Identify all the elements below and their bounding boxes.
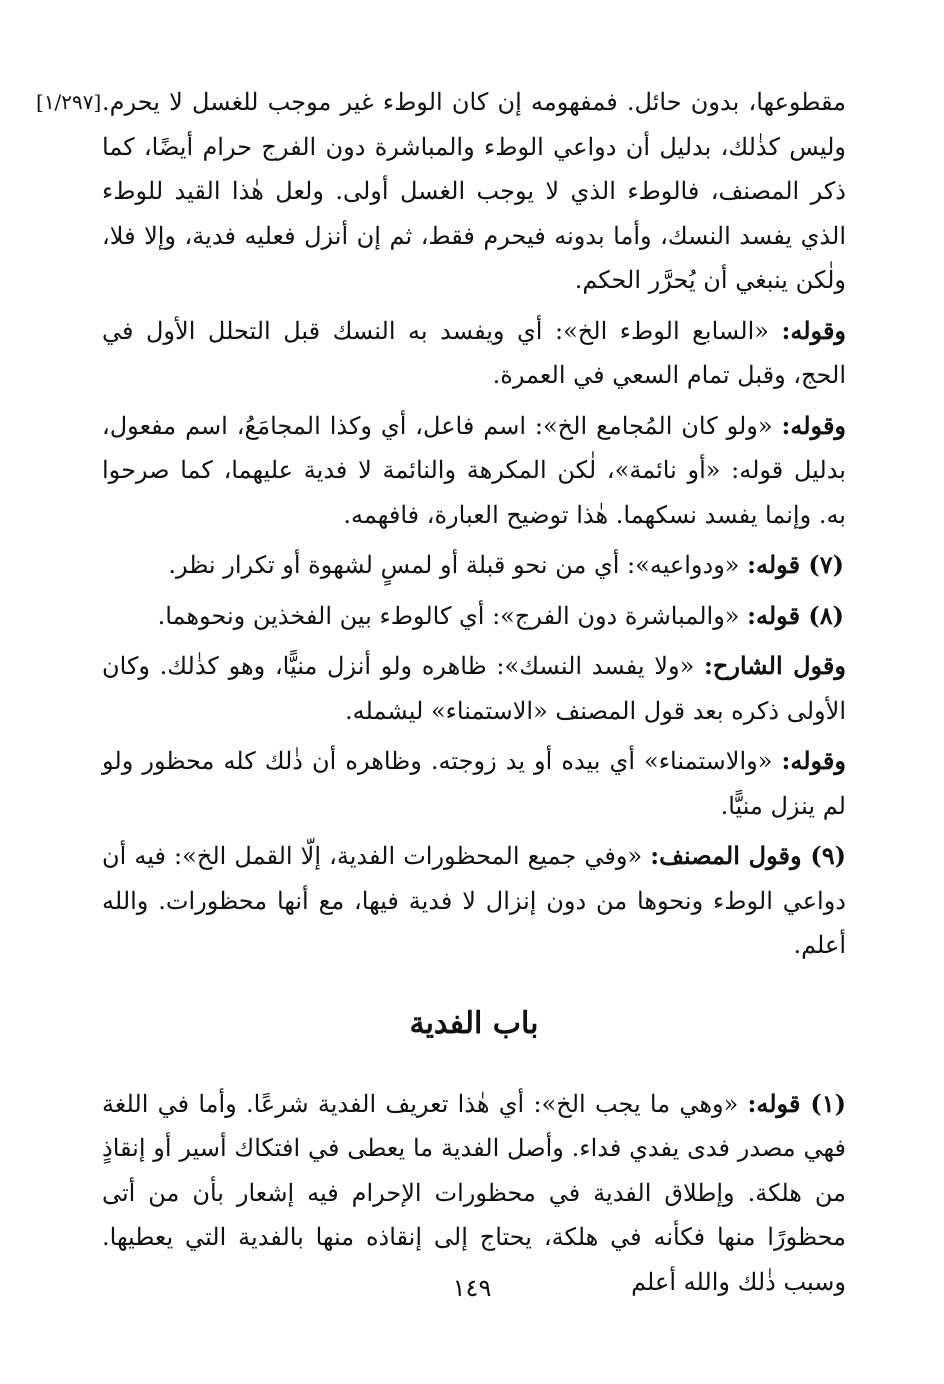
paragraph-lead: وقول الشارح: — [704, 651, 846, 680]
fidya-note-1 — [102, 1082, 846, 1305]
paragraph-text: «ولا يفسد النسك»: ظاهره ولو أنزل منيًّا، وهو كذٰلك. وكان الأولى ذكره بعد قول المصنف «الاستمناء» ليشمله. — [102, 652, 846, 725]
note-7 — [102, 543, 846, 588]
paragraph-lead: وقوله: — [781, 746, 846, 775]
section-heading: باب الفدية — [409, 1005, 539, 1041]
note-text: «وهي ما يجب الخ»: أي هٰذا تعريف الفدية شرعًا. وأما في اللغة فهي مصدر فدى يفدي فداء. وأصل الفدية ما يعطى في افتكاك أسير أو إنقاذٍ من هلكة. وإطلاق الفدية في محظورات الإحرام فيه إشعار بأن من أتى محظورًا منها فكأنه في هلكة، يحتاج إلى إنقاذه منها بالفدية التي يعطيها. وسبب ذٰلك والله أعلم — [102, 1089, 846, 1296]
page-number: ١٤٩ — [452, 1274, 492, 1302]
paragraph-lead: وقوله: — [781, 315, 847, 345]
note-lead: (٨) قوله: — [747, 600, 844, 630]
paragraph-text: «ولو كان المُجامع الخ»: اسم فاعل، أي وكذا المجامَعُ، اسم مفعول، بدليل قوله: «أو نائمة»، لٰكن المكرهة والنائمة لا فدية عليهما، كما صرحوا به. وإنما يفسد نسكهما. هٰذا توضيح العبارة، فافهمه. — [102, 411, 846, 529]
note-text: «والمباشرة دون الفرج»: أي كالوطء بين الفخذين ونحوهما. — [157, 601, 740, 630]
margin-reference: [١/٢٩٧] — [36, 90, 102, 114]
note-lead: (٩) وقول المصنف: — [650, 841, 847, 870]
paragraph-1 — [102, 80, 846, 303]
paragraph-commentator — [102, 644, 846, 733]
paragraph-2 — [102, 309, 846, 398]
paragraph-text: «والاستمناء» أي بيده أو يد زوجته. وظاهره أن ذٰلك كله محظور ولو لم ينزل منيًّا. — [102, 747, 846, 820]
note-text: «ودواعيه»: أي من نحو قبلة أو لمسٍ لشهوة أو تكرار نظر. — [168, 551, 740, 579]
note-8 — [102, 594, 846, 639]
note-lead: (١) قوله: — [747, 1088, 846, 1118]
note-lead: (٧) قوله: — [747, 550, 844, 579]
paragraph-text: «السابع الوطء الخ»: أي ويفسد به النسك قبل التحلل الأول في الحج، وقبل تمام السعي في العمرة. — [102, 316, 846, 389]
paragraph-text: مقطوعها، بدون حائل. فمفهومه إن كان الوطء غير موجب للغسل لا يحرم. وليس كذٰلك، بدليل أن دواعي الوطء والمباشرة دون الفرج حرام أيضًا، كما ذكر المصنف، فالوطء الذي لا يوجب الغسل أولى. ولعل هٰذا القيد للوطء الذي يفسد النسك، وأما بدونه فيحرم فقط، ثم إن أنزل فعليه فدية، وإلا فلا، ولٰكن ينبغي أن يُحرَّر الحكم. — [102, 88, 846, 294]
note-text: «وفي جميع المحظورات الفدية، إلّا القمل الخ»: فيه أن دواعي الوطء ونحوها من دون إنزال لا فدية فيها، مع أنها محظورات. والله أعلم. — [102, 842, 846, 959]
paragraph-3 — [102, 404, 846, 538]
note-9 — [102, 834, 846, 968]
page-body — [36, 80, 847, 1310]
paragraph-lead: وقوله: — [781, 410, 846, 440]
paragraph-istimna — [102, 739, 846, 828]
